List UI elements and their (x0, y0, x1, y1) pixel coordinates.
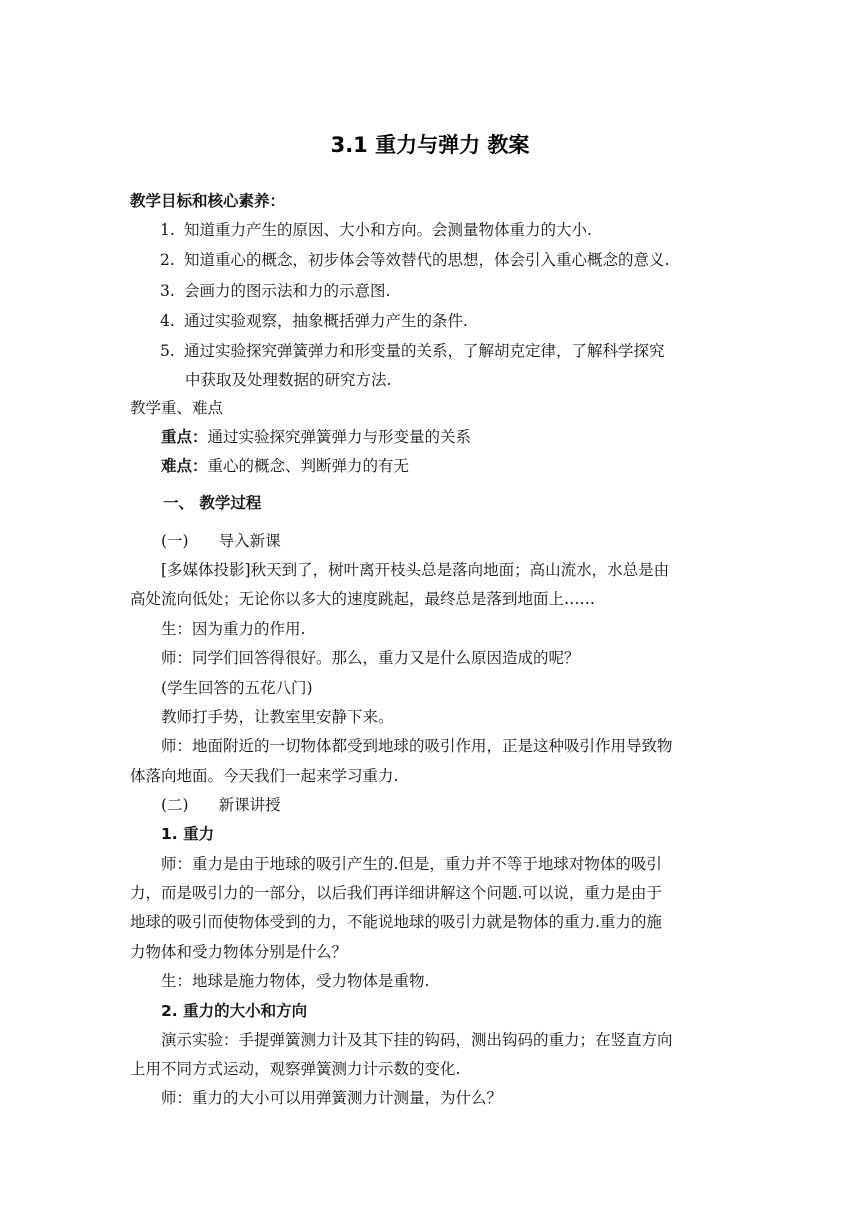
objective-item (160, 248, 669, 272)
paragraph-line: [多媒体投影]秋天到了，树叶离开枝头总是落向地面；高山流水，水总是由 (161, 561, 670, 579)
topic-number: 2. (161, 1002, 178, 1020)
paragraph-line: (学生回答的五花八门) (161, 679, 313, 697)
topic-number: 1. (161, 825, 178, 843)
difficult-point-text: 重心的概念、判断弹力的有无 (207, 457, 410, 475)
paragraph-line: 上用不同方式运动，观察弹簧测力计示数的变化. (130, 1060, 461, 1078)
objective-item (160, 339, 665, 363)
objective-text: 通过实验观察，抽象概括弹力产生的条件. (184, 312, 468, 330)
topic-heading (161, 999, 307, 1023)
topic-title: 重力 (183, 825, 215, 843)
section-heading: 一、 教学过程 (163, 494, 262, 512)
difficult-point (161, 454, 409, 478)
topic-heading (161, 822, 214, 846)
subsection-title: 新课讲授 (218, 796, 281, 814)
paragraph-line: 生：因为重力的作用. (161, 620, 306, 638)
objective-number: 1. (160, 221, 175, 239)
objective-text: 会画力的图示法和力的示意图. (184, 282, 391, 300)
document-title: 3.1 重力与弹力 教案 (330, 133, 530, 157)
subsection-heading (161, 793, 281, 817)
paragraph-line: 师：重力的大小可以用弹簧测力计测量，为什么？ (161, 1089, 503, 1107)
keypoints-heading: 教学重、难点 (130, 399, 224, 417)
paragraph-line: 生：地球是施力物体，受力物体是重物. (161, 972, 430, 990)
objective-item (160, 309, 468, 333)
objective-number: 3. (160, 282, 175, 300)
objective-item (160, 279, 390, 303)
key-point (161, 425, 471, 449)
paragraph-line: 教师打手势，让教室里安静下来。 (161, 708, 394, 726)
paragraph-line: 演示实验：手提弹簧测力计及其下挂的钩码，测出钩码的重力；在竖直方向 (161, 1031, 673, 1049)
objective-number: 5. (160, 342, 175, 360)
subsection-number: (一) (161, 532, 189, 550)
paragraph-line: 力，而是吸引力的一部分，以后我们再详细讲解这个问题.可以说，重力是由于 (130, 884, 662, 902)
objective-number: 2. (160, 251, 175, 269)
key-point-text: 通过实验探究弹簧弹力与形变量的关系 (207, 428, 472, 446)
objective-item-continuation: 中获取及处理数据的研究方法. (185, 371, 392, 389)
key-point-label: 重点： (161, 428, 208, 446)
paragraph-line: 师：重力是由于地球的吸引产生的.但是，重力并不等于地球对物体的吸引 (161, 855, 662, 873)
objective-text: 通过实验探究弹簧弹力和形变量的关系，了解胡克定律，了解科学探究 (184, 342, 665, 360)
objective-number: 4. (160, 312, 175, 330)
objectives-heading: 教学目标和核心素养： (130, 192, 286, 210)
paragraph-line: 地球的吸引而使物体受到的力，不能说地球的吸引力就是物体的重力.重力的施 (130, 913, 662, 931)
subsection-heading (161, 529, 281, 553)
subsection-title: 导入新课 (218, 532, 281, 550)
paragraph-line: 师：地面附近的一切物体都受到地球的吸引作用，正是这种吸引作用导致物 (161, 737, 673, 755)
topic-title: 重力的大小和方向 (183, 1002, 308, 1020)
objective-text: 知道重力产生的原因、大小和方向。会测量物体重力的大小. (184, 221, 592, 239)
objective-item (160, 218, 592, 242)
paragraph-line: 高处流向低处；无论你以多大的速度跳起，最终总是落到地面上…… (130, 590, 596, 608)
subsection-number: (二) (161, 796, 189, 814)
paragraph-line: 师：同学们回答得很好。那么，重力又是什么原因造成的呢？ (161, 649, 580, 667)
paragraph-line: 力物体和受力物体分别是什么？ (130, 943, 348, 961)
objective-text: 知道重心的概念，初步体会等效替代的思想，体会引入重心概念的意义. (184, 251, 670, 269)
paragraph-line: 体落向地面。今天我们一起来学习重力. (130, 767, 399, 785)
difficult-point-label: 难点： (161, 457, 208, 475)
